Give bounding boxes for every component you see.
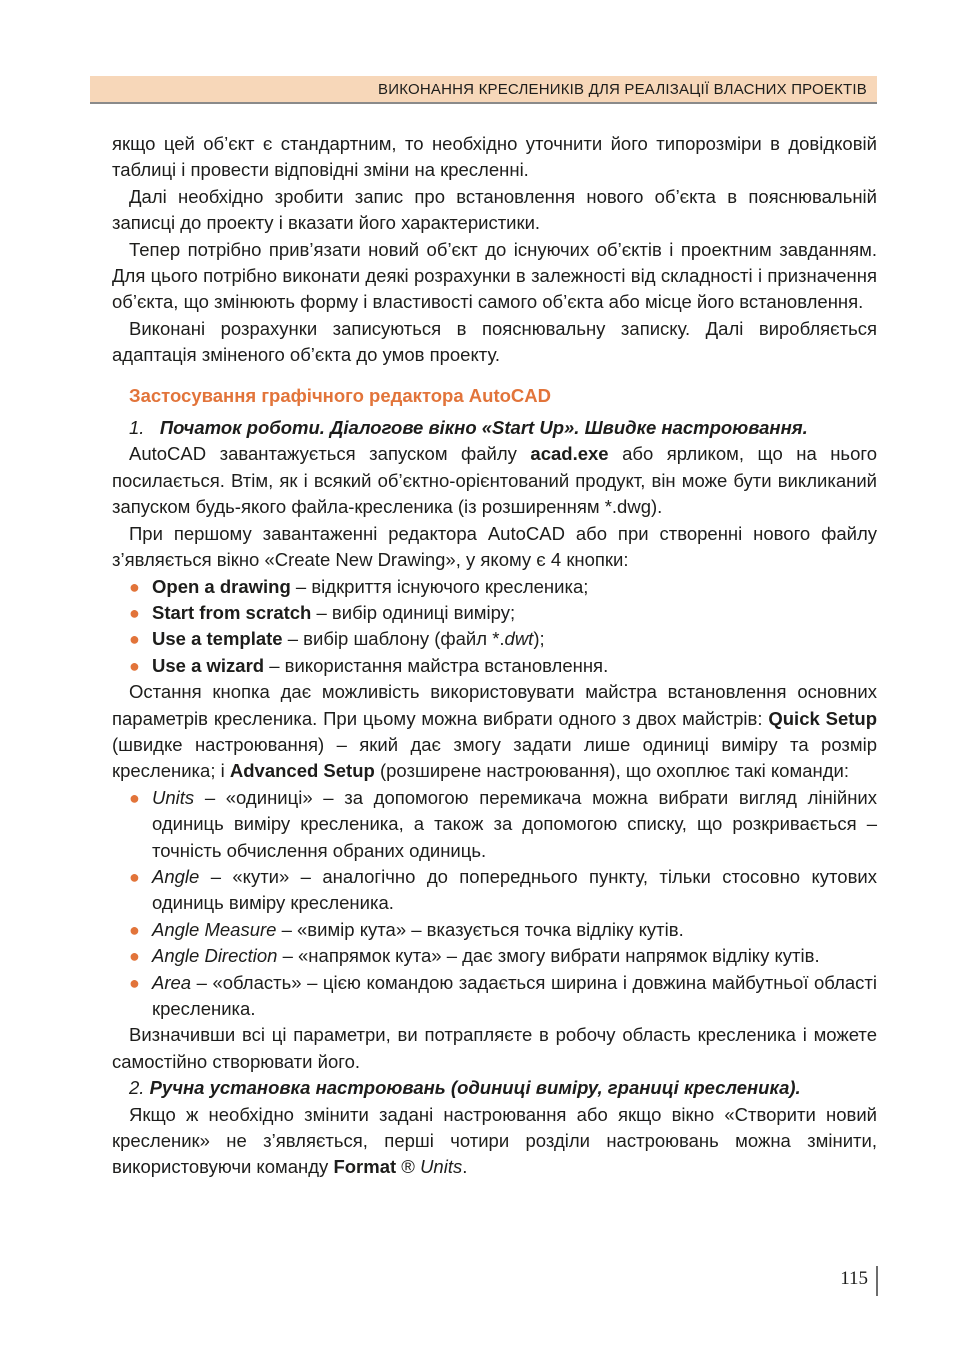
page-number-divider (876, 1266, 878, 1296)
item-title: Початок роботи. Діалогове вікно «Start Up». Швидке настроювання. (159, 417, 808, 439)
list-term: Use a template (152, 628, 283, 650)
paragraph: При першому завантаженні редактора AutoCAD або при створенні нового файлу з’являється вікно «Create New Drawing», у якому є 4 кнопки: (112, 522, 877, 571)
list-term: Open a drawing (152, 575, 291, 597)
wizard-name: Quick Setup (768, 707, 877, 729)
list-desc: – «область» – цією командою задається ширина і довжина майбутньої області кресленика. (152, 971, 877, 1019)
arrow-symbol: ® (396, 1156, 421, 1178)
text-run: . (462, 1156, 468, 1178)
file-name: acad.exe (530, 443, 609, 465)
list-desc: – використання майстра встановлення. (264, 654, 609, 676)
paragraph: якщо цей об’єкт є стандартним, то необхідно уточнити його типорозміри в довідковій таблиці і провести відповідні зміни на кресленні. (112, 133, 877, 181)
bullet-icon: ● (129, 866, 140, 887)
bullet-icon: ● (129, 946, 140, 967)
buttons-list (112, 574, 877, 680)
paragraph (112, 679, 877, 785)
wizard-name: Advanced Setup (229, 760, 375, 782)
list-desc: – відкриття існуючого кресленика; (290, 575, 589, 597)
paragraph: Тепер потрібно прив’язати новий об’єкт до існуючих об’єктів і проектним завданням. Для цього потрібно виконати деякі розрахунки в залежності від складності і призначення об’єкта, що змінюють форму і властивості самого об’єкта або місце його встановлення. (112, 238, 877, 313)
list-item (112, 600, 877, 626)
bullet-icon: ● (129, 919, 140, 940)
list-desc: – вибір одиниці виміру; (311, 601, 516, 623)
list-desc: – «вимір кута» – вказується точка відліку кутів. (276, 918, 684, 940)
paragraph (112, 1102, 877, 1181)
page-body (112, 131, 877, 1181)
paragraph (112, 441, 877, 520)
item-heading-1 (129, 415, 877, 441)
list-desc: – «напрямок кута» – дає змогу вибрати напрямок відліку кутів. (277, 945, 820, 967)
bullet-icon: ● (129, 576, 140, 597)
file-extension: dwt (504, 628, 534, 650)
text-run: Остання кнопка дає можливість використовувати майстра встановлення основних параметрів кресленика. При цьому можна вибрати одного з двох майстрів: (112, 681, 877, 729)
text-run: або ярликом, що на нього посилається. Втім, як і всякий об’єктно-орієнтований продукт, він може бути викликаний запуском будь-якого файла-кресленика (із розширенням *.dwg). (112, 443, 877, 518)
running-header-title: ВИКОНАННЯ КРЕСЛЕНИКІВ ДЛЯ РЕАЛІЗАЦІЇ ВЛАСНИХ ПРОЕКТІВ (378, 81, 867, 98)
list-desc: – «одиниці» – за допомогою перемикача можна вибрати вигляд лінійних одиниць виміру кресленика, а також за допомогою списку, що розкривається – точність обчислення обраних одиниць. (152, 786, 877, 861)
list-item (112, 785, 877, 864)
list-item (112, 970, 877, 1023)
list-term: Start from scratch (152, 601, 312, 623)
list-term: Angle Direction (152, 945, 278, 967)
text-run: Якщо ж необхідно змінити задані настроювання або якщо вікно «Створити новий кресленик» не з’являється, перші чотири розділи настроювань можна змінити, використовуючи команду (112, 1103, 877, 1178)
item-heading-2 (129, 1075, 877, 1101)
list-item (112, 653, 877, 679)
list-desc-tail: ); (533, 628, 545, 650)
list-term: Angle Measure (152, 918, 277, 940)
item-title: Ручна установка настроювань (одиниці виміру, границі кресленика). (149, 1077, 801, 1099)
list-term: Area (152, 971, 192, 993)
list-term: Angle (152, 865, 200, 887)
bullet-icon: ● (129, 972, 140, 993)
running-header (90, 76, 877, 104)
list-item (112, 574, 877, 600)
text-run: AutoCAD завантажується запуском файлу (129, 443, 531, 465)
paragraph: Виконані розрахунки записуються в пояснювальну записку. Далі виробляється адаптація зміненого об’єкта до умов проекту. (112, 317, 877, 366)
list-item (112, 917, 877, 943)
bullet-icon: ● (129, 655, 140, 676)
menu-command: Format (333, 1156, 397, 1178)
page-number: 115 (840, 1268, 868, 1289)
paragraph: Далі необхідно зробити запис про встановлення нового об’єкта в пояснювальній записці до проекту і вказати його характеристики. (112, 185, 877, 234)
list-term: Units (152, 786, 195, 808)
list-term: Use a wizard (152, 654, 265, 676)
list-item (112, 943, 877, 969)
list-desc: – «кути» – аналогічно до попереднього пункту, тільки стосовно кутових одиниць виміру кресленика. (152, 865, 877, 914)
section-heading: Застосування графічного редактора AutoCAD (129, 384, 551, 406)
item-number: 1. (129, 417, 145, 439)
item-number: 2. (129, 1077, 145, 1099)
text-run: (швидке настроювання) – який дає змогу задати лише одиниці виміру та розмір кресленика; і (112, 733, 877, 782)
text-run: (розширене настроювання), що охоплює такі команди: (374, 760, 849, 782)
menu-subcommand: Units (420, 1156, 463, 1178)
commands-list (112, 785, 877, 1023)
bullet-icon: ● (129, 629, 140, 650)
bullet-icon: ● (129, 602, 140, 623)
list-desc: – вибір шаблону (файл *. (282, 628, 505, 650)
bullet-icon: ● (129, 787, 140, 808)
list-item (112, 864, 877, 917)
list-item (112, 626, 877, 652)
paragraph: Визначивши всі ці параметри, ви потрапляєте в робочу область кресленика і можете самостійно створювати його. (112, 1024, 877, 1072)
